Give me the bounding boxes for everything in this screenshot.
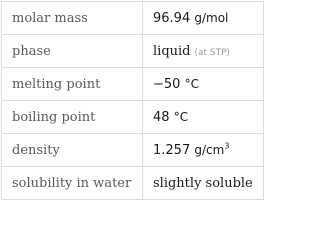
property-label: phase (2, 35, 143, 68)
value-number: −50 (153, 76, 181, 92)
table-row (2, 68, 264, 101)
value-text: liquid (153, 43, 191, 59)
value-unit: °C (173, 109, 189, 124)
table-row (2, 167, 264, 200)
properties-table (1, 1, 264, 200)
property-value (143, 101, 264, 134)
value-unit: °C (184, 76, 199, 91)
value-number: 48 (153, 109, 170, 125)
property-label: boiling point (2, 101, 143, 134)
property-value (143, 68, 264, 101)
property-value: slightly soluble (143, 167, 264, 200)
table-row (2, 134, 264, 167)
property-label: solubility in water (2, 167, 143, 200)
property-value (143, 35, 264, 68)
value-number: 96.94 (153, 10, 191, 26)
property-value (143, 134, 264, 167)
table-row (2, 101, 264, 134)
property-value (143, 2, 264, 35)
table-row (2, 2, 264, 35)
value-unit-superscript: 3 (224, 141, 230, 151)
value-note: (at STP) (194, 47, 231, 58)
table-row (2, 35, 264, 68)
value-unit: g/cm (194, 142, 225, 157)
property-label: molar mass (2, 2, 143, 35)
property-label: melting point (2, 68, 143, 101)
property-label: density (2, 134, 143, 167)
value-unit: g/mol (194, 10, 229, 25)
value-number: 1.257 (153, 142, 191, 158)
